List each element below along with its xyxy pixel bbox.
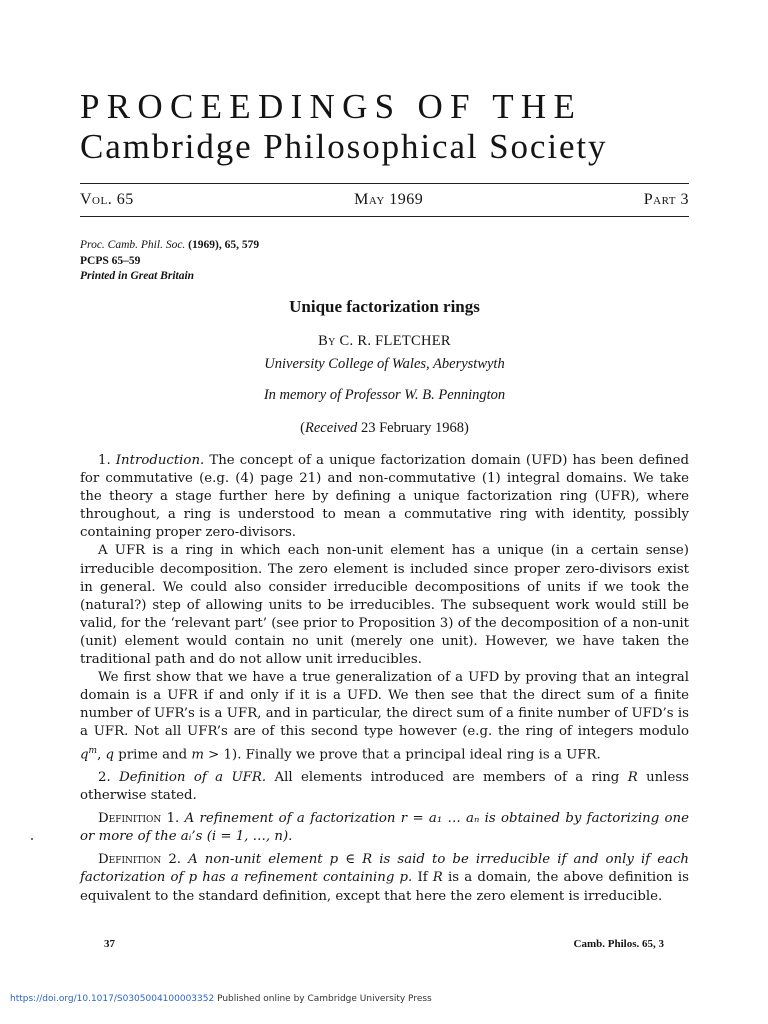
signature-mark: Camb. Philos. 65, 3 [573, 938, 664, 950]
body-text [80, 452, 689, 906]
paragraph: We first show that we have a true generalization of a UFD by proving that an integral domain is a UFR if and only if it is a UFD. We then see that the direct sum of a finite number of UFR’s is a UFR, and in particular, the direct sum of a finite number of UFD’s is a UFR. Not all UFR’s are of this second type however (e.g. the ring of integers modulo $q^m$, q prime and m > 1). Finally we prove that a principal ideal ring is a UFR. [80, 670, 689, 762]
publisher-note: Published online by Cambridge University Press [214, 994, 432, 1004]
dedication: In memory of Professor W. B. Pennington [263, 387, 506, 403]
definition-2: Definition 2. A non-unit element p ∈ R is said to be irreducible if and only if each factorization of p has a refinement containing p. If R is a domain, the above definition is equivalent to the standard definition, except that here the zero element is irreducible. [80, 852, 689, 904]
citation-block [80, 238, 259, 285]
author-name: C. R. FLETCHER [339, 333, 451, 349]
citation-ref: (1969), 65, 579 [185, 239, 260, 251]
margin-dot [31, 838, 33, 840]
part-label: Part 3 [643, 191, 689, 208]
journal-title: PROCEEDINGS OF THE [80, 87, 583, 126]
paper-title: Unique factorization rings [289, 297, 480, 316]
citation-code: PCPS 65–59 [80, 254, 141, 267]
issue-date: May 1969 [354, 191, 424, 208]
doi-link[interactable]: https://doi.org/10.1017/S0305004100003352 [10, 994, 215, 1004]
section-heading: Introduction. [115, 453, 205, 468]
issue-row [80, 189, 689, 211]
received-date: (Received 23 February 1968) [300, 420, 469, 436]
page-number: 37 [104, 938, 115, 950]
affiliation: University College of Wales, Aberystwyth [264, 356, 505, 372]
section-heading: Definition of a UFR. [119, 770, 267, 786]
doi-line [10, 994, 432, 1004]
paragraph: 2. Definition of a UFR. All elements introduced are members of a ring R unless otherwise stated. [80, 770, 689, 804]
bottom-rule [80, 216, 689, 217]
paragraph: 1. Introduction. The concept of a unique factorization domain (UFD) has been defined for commutative (e.g. (4) page 21) and non-commutative (1) integral domains. We take the theory a stage further here by defining a unique factorization ring (UFR), where throughout, a ring is understood to mean a commutative ring with identity, possibly containing proper zero-divisors. [80, 453, 689, 541]
definition-1: Definition 1. A refinement of a factorization r = a₁ … aₙ is obtained by factorizing one or more of the aᵢ’s (i = 1, …, n). [80, 811, 689, 845]
printed-note: Printed in Great Britain [80, 270, 195, 282]
top-rule [80, 183, 689, 184]
paragraph: A UFR is a ring in which each non-unit element has a unique (in a certain sense) irreducible decomposition. The zero element is included since proper zero-divisors exist in general. We could also consider irreducible decompositions of units if we took the (natural?) step of allowing units to be irreducibles. The subsequent work would still be valid, for the ‘relevant part’ (see prior to Proposition 3) of the decomposition of a non-unit (unit) element would contain no unit (merely one unit). However, we have taken the traditional path and do not allow unit irreducibles. [80, 543, 689, 668]
volume-label: Vol. 65 [80, 191, 134, 208]
journal-subtitle: Cambridge Philosophical Society [80, 127, 608, 166]
byline [80, 333, 689, 350]
citation-journal: Proc. Camb. Phil. Soc. [80, 239, 186, 251]
citation-line [80, 238, 259, 254]
by-label: By [318, 333, 336, 349]
